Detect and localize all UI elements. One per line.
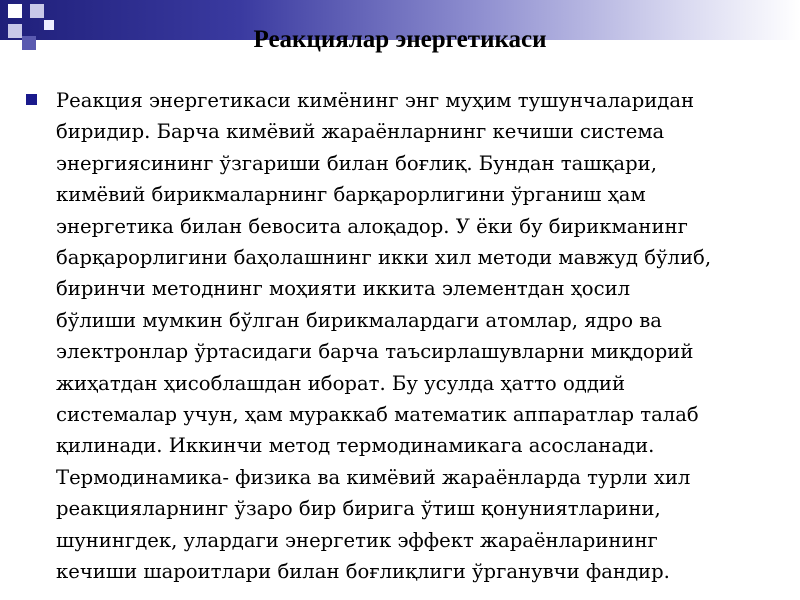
decorative-square (8, 4, 22, 18)
text-line: биридир. Барча кимёвий жараёнларнинг кечиши система (56, 120, 665, 144)
text-line: энергиясининг ўзгариши билан боғлиқ. Бундан ташқари, (56, 151, 657, 175)
text-line: бўлиши мумкин бўлган бирикмалардаги атомлар, ядро ва (56, 308, 662, 332)
text-line: шунингдек, улардаги энергетик эффект жараёнларининг (56, 528, 658, 552)
text-line: энергетика билан бевосита алоқадор. У ёки бу бирикманинг (56, 214, 688, 238)
text-line: жиҳатдан ҳисоблашдан иборат. Бу усулда ҳатто оддий (56, 371, 626, 395)
decorative-square (30, 4, 44, 18)
slide-title: Реакциялар энергетикаси (253, 26, 547, 53)
text-line: реакцияларнинг ўзаро бир бирига ўтиш қонуниятларини, (56, 497, 661, 521)
text-line: Реакция энергетикаси кимёнинг энг муҳим тушунчаларидан (56, 89, 695, 112)
text-line: системалар учун, ҳам мураккаб математик аппаратлар талаб (56, 403, 699, 427)
text-line: Термодинамика- физика ва кимёвий жараёнларда турли хил (56, 465, 691, 489)
text-line: кимёвий бирикмаларнинг барқарорлигини ўрганиш ҳам (56, 183, 646, 207)
text-line: электронлар ўртасидаги барча таъсирлашувларни миқдорий (56, 340, 694, 364)
text-line: барқарорлигини баҳолашнинг икки хил методи мавжуд бўлиб, (56, 246, 712, 270)
text-line: биринчи методнинг моҳияти иккита элементдан ҳосил (56, 277, 631, 301)
text-line: қилинади. Иккинчи метод термодинамикага асосланади. (56, 434, 655, 458)
square-bullet-icon (26, 94, 37, 105)
body-paragraph (56, 85, 778, 588)
text-line: кечиши шароитлари билан боғлиқлиги ўрганувчи фандир. (56, 560, 670, 584)
